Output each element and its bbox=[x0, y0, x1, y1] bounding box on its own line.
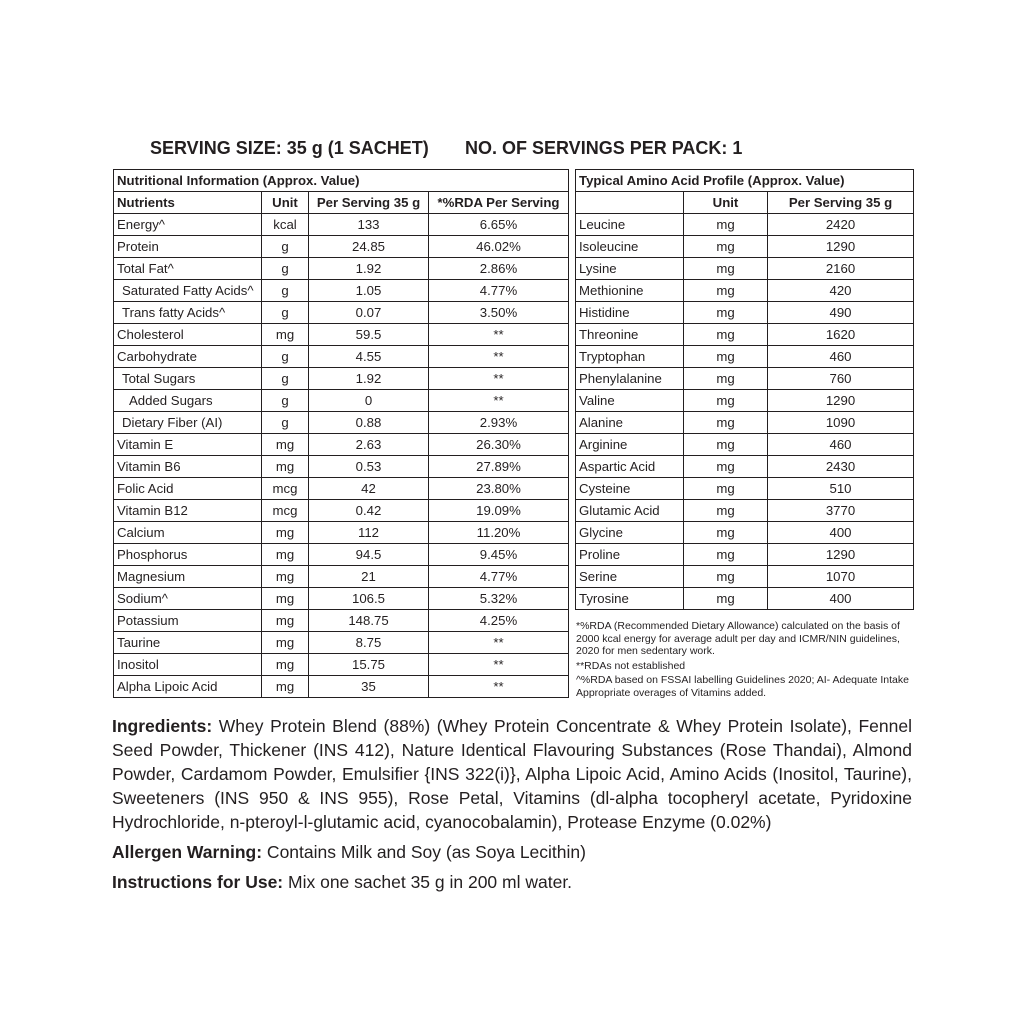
nutrient-rda: 19.09% bbox=[429, 500, 569, 522]
nutrient-unit: mg bbox=[262, 434, 309, 456]
table-row bbox=[114, 324, 569, 346]
table-row bbox=[576, 258, 914, 280]
amino-table-title: Typical Amino Acid Profile (Approx. Value) bbox=[576, 170, 914, 192]
nutrient-unit: mcg bbox=[262, 500, 309, 522]
column-header: Unit bbox=[684, 192, 768, 214]
nutrient-per-serving: 1.92 bbox=[309, 258, 429, 280]
table-row bbox=[114, 368, 569, 390]
amino-acid-name: Methionine bbox=[576, 280, 684, 302]
amino-acid-name: Glycine bbox=[576, 522, 684, 544]
nutrition-table-title: Nutritional Information (Approx. Value) bbox=[114, 170, 569, 192]
amino-acid-name: Aspartic Acid bbox=[576, 456, 684, 478]
nutrient-unit: mg bbox=[262, 324, 309, 346]
nutrient-per-serving: 0.42 bbox=[309, 500, 429, 522]
amino-acid-per-serving: 420 bbox=[768, 280, 914, 302]
table-row bbox=[576, 500, 914, 522]
amino-acid-unit: mg bbox=[684, 544, 768, 566]
nutrient-unit: g bbox=[262, 236, 309, 258]
nutrient-unit: mg bbox=[262, 676, 309, 698]
nutrient-rda: 2.86% bbox=[429, 258, 569, 280]
amino-acid-unit: mg bbox=[684, 346, 768, 368]
nutrient-rda: 4.77% bbox=[429, 566, 569, 588]
ingredients-section bbox=[112, 714, 912, 834]
nutrient-unit: mg bbox=[262, 522, 309, 544]
nutrient-per-serving: 42 bbox=[309, 478, 429, 500]
amino-acid-per-serving: 1090 bbox=[768, 412, 914, 434]
column-header: Nutrients bbox=[114, 192, 262, 214]
nutrient-unit: g bbox=[262, 390, 309, 412]
nutrient-unit: g bbox=[262, 368, 309, 390]
amino-acid-per-serving: 2420 bbox=[768, 214, 914, 236]
nutrient-unit: mcg bbox=[262, 478, 309, 500]
footnotes bbox=[576, 620, 921, 699]
instructions-section bbox=[112, 870, 912, 894]
nutrient-name: Trans fatty Acids^ bbox=[114, 302, 262, 324]
nutrient-rda: 46.02% bbox=[429, 236, 569, 258]
serving-header bbox=[0, 138, 1024, 162]
nutrient-rda: 6.65% bbox=[429, 214, 569, 236]
nutrient-rda: 27.89% bbox=[429, 456, 569, 478]
amino-acid-unit: mg bbox=[684, 412, 768, 434]
nutrient-per-serving: 112 bbox=[309, 522, 429, 544]
column-header: Unit bbox=[262, 192, 309, 214]
amino-acid-name: Serine bbox=[576, 566, 684, 588]
nutrient-unit: mg bbox=[262, 632, 309, 654]
nutrient-unit: mg bbox=[262, 544, 309, 566]
nutrient-name: Sodium^ bbox=[114, 588, 262, 610]
nutrient-per-serving: 148.75 bbox=[309, 610, 429, 632]
nutrient-rda: ** bbox=[429, 632, 569, 654]
table-row bbox=[576, 566, 914, 588]
nutrient-per-serving: 106.5 bbox=[309, 588, 429, 610]
nutrient-name: Taurine bbox=[114, 632, 262, 654]
amino-acid-unit: mg bbox=[684, 522, 768, 544]
nutrient-name: Total Sugars bbox=[114, 368, 262, 390]
nutrient-rda: ** bbox=[429, 324, 569, 346]
amino-table-header-row bbox=[576, 192, 914, 214]
table-row bbox=[114, 588, 569, 610]
nutrient-rda: 23.80% bbox=[429, 478, 569, 500]
amino-acid-unit: mg bbox=[684, 390, 768, 412]
table-row bbox=[114, 654, 569, 676]
amino-acid-name: Lysine bbox=[576, 258, 684, 280]
nutrient-name: Vitamin E bbox=[114, 434, 262, 456]
nutrient-per-serving: 94.5 bbox=[309, 544, 429, 566]
amino-acid-per-serving: 760 bbox=[768, 368, 914, 390]
allergen-label: Allergen Warning: bbox=[112, 842, 263, 862]
amino-acid-per-serving: 510 bbox=[768, 478, 914, 500]
amino-acid-unit: mg bbox=[684, 258, 768, 280]
amino-acid-name: Cysteine bbox=[576, 478, 684, 500]
nutrient-unit: mg bbox=[262, 588, 309, 610]
column-header: Per Serving 35 g bbox=[309, 192, 429, 214]
table-row bbox=[114, 456, 569, 478]
table-row bbox=[576, 346, 914, 368]
nutrient-per-serving: 4.55 bbox=[309, 346, 429, 368]
amino-acid-unit: mg bbox=[684, 368, 768, 390]
nutrient-rda: 4.25% bbox=[429, 610, 569, 632]
amino-acid-per-serving: 1070 bbox=[768, 566, 914, 588]
table-row bbox=[114, 236, 569, 258]
amino-acid-name: Isoleucine bbox=[576, 236, 684, 258]
allergen-text: Contains Milk and Soy (as Soya Lecithin) bbox=[262, 842, 586, 862]
serving-size: SERVING SIZE: 35 g (1 SACHET) bbox=[150, 138, 429, 158]
nutrient-unit: mg bbox=[262, 456, 309, 478]
nutrient-unit: mg bbox=[262, 610, 309, 632]
nutrient-per-serving: 21 bbox=[309, 566, 429, 588]
table-row bbox=[576, 456, 914, 478]
amino-acid-per-serving: 400 bbox=[768, 522, 914, 544]
table-row bbox=[114, 676, 569, 698]
instructions-text: Mix one sachet 35 g in 200 ml water. bbox=[283, 872, 573, 892]
amino-acid-unit: mg bbox=[684, 280, 768, 302]
nutrient-rda: ** bbox=[429, 676, 569, 698]
amino-acid-name: Arginine bbox=[576, 434, 684, 456]
nutrition-table bbox=[113, 169, 569, 698]
nutrient-name: Magnesium bbox=[114, 566, 262, 588]
nutrient-unit: g bbox=[262, 412, 309, 434]
nutrient-per-serving: 0.88 bbox=[309, 412, 429, 434]
overages-note: Appropriate overages of Vitamins added. bbox=[576, 686, 767, 699]
nutrient-name: Inositol bbox=[114, 654, 262, 676]
table-row bbox=[114, 500, 569, 522]
table-row bbox=[576, 478, 914, 500]
column-header bbox=[576, 192, 684, 214]
nutrition-table-title-row bbox=[114, 170, 569, 192]
nutrition-table-header-row bbox=[114, 192, 569, 214]
nutrient-per-serving: 0.53 bbox=[309, 456, 429, 478]
amino-acid-unit: mg bbox=[684, 302, 768, 324]
nutrient-name: Protein bbox=[114, 236, 262, 258]
instructions-label: Instructions for Use: bbox=[112, 872, 284, 892]
nutrient-name: Alpha Lipoic Acid bbox=[114, 676, 262, 698]
amino-acid-per-serving: 460 bbox=[768, 434, 914, 456]
table-row bbox=[114, 434, 569, 456]
table-row bbox=[576, 522, 914, 544]
nutrient-per-serving: 59.5 bbox=[309, 324, 429, 346]
amino-acid-name: Phenylalanine bbox=[576, 368, 684, 390]
nutrient-per-serving: 1.05 bbox=[309, 280, 429, 302]
table-row bbox=[114, 522, 569, 544]
nutrient-name: Calcium bbox=[114, 522, 262, 544]
table-row bbox=[114, 632, 569, 654]
nutrient-name: Carbohydrate bbox=[114, 346, 262, 368]
nutrient-name: Vitamin B6 bbox=[114, 456, 262, 478]
amino-acid-unit: mg bbox=[684, 214, 768, 236]
nutrient-unit: kcal bbox=[262, 214, 309, 236]
nutrient-name: Dietary Fiber (AI) bbox=[114, 412, 262, 434]
table-row bbox=[114, 302, 569, 324]
table-row bbox=[114, 544, 569, 566]
amino-acid-name: Threonine bbox=[576, 324, 684, 346]
column-header: Per Serving 35 g bbox=[768, 192, 914, 214]
nutrient-per-serving: 2.63 bbox=[309, 434, 429, 456]
amino-acid-name: Proline bbox=[576, 544, 684, 566]
nutrient-rda: ** bbox=[429, 390, 569, 412]
nutrient-name: Total Fat^ bbox=[114, 258, 262, 280]
nutrient-name: Energy^ bbox=[114, 214, 262, 236]
amino-acid-per-serving: 3770 bbox=[768, 500, 914, 522]
nutrient-rda: 4.77% bbox=[429, 280, 569, 302]
column-header: *%RDA Per Serving bbox=[429, 192, 569, 214]
nutrient-name: Phosphorus bbox=[114, 544, 262, 566]
nutrient-name: Potassium bbox=[114, 610, 262, 632]
table-row bbox=[576, 390, 914, 412]
table-row bbox=[114, 258, 569, 280]
nutrient-rda: 2.93% bbox=[429, 412, 569, 434]
table-row bbox=[576, 280, 914, 302]
nutrient-rda: 5.32% bbox=[429, 588, 569, 610]
nutrient-per-serving: 1.92 bbox=[309, 368, 429, 390]
table-row bbox=[114, 566, 569, 588]
nutrient-rda: 9.45% bbox=[429, 544, 569, 566]
nutrient-rda: 3.50% bbox=[429, 302, 569, 324]
ingredients-text: Whey Protein Blend (88%) (Whey Protein Concentrate & Whey Protein Isolate), Fennel Seed Powder, Thickener (INS 412), Nature Identical Flavouring Substances (Rose Thandai), Almond Powder, Cardamom Powder, Emulsifier {INS 322(i)}, Alpha Lipoic Acid, Amino Acids (Inositol, Taurine), Sweeteners (INS 950 & INS 955), Rose Petal, Vitamins (dl-alpha tocopheryl acetate, Pyridoxine Hydrochloride, n-pteroyl-l-glutamic acid, cyanocobalamin), Protease Enzyme (0.02%) bbox=[112, 716, 912, 832]
amino-acid-name: Alanine bbox=[576, 412, 684, 434]
nutrient-per-serving: 0 bbox=[309, 390, 429, 412]
amino-acid-per-serving: 460 bbox=[768, 346, 914, 368]
amino-acid-name: Valine bbox=[576, 390, 684, 412]
table-row bbox=[576, 544, 914, 566]
nutrient-unit: g bbox=[262, 258, 309, 280]
amino-acid-name: Tryptophan bbox=[576, 346, 684, 368]
amino-acid-per-serving: 1290 bbox=[768, 544, 914, 566]
servings-per-pack: NO. OF SERVINGS PER PACK: 1 bbox=[465, 138, 743, 158]
amino-acid-unit: mg bbox=[684, 500, 768, 522]
amino-acid-per-serving: 2160 bbox=[768, 258, 914, 280]
amino-acid-per-serving: 2430 bbox=[768, 456, 914, 478]
nutrient-rda: ** bbox=[429, 346, 569, 368]
amino-acid-name: Histidine bbox=[576, 302, 684, 324]
rda-not-established-note: **RDAs not established bbox=[576, 659, 686, 672]
amino-acid-name: Tyrosine bbox=[576, 588, 684, 610]
nutrient-name: Cholesterol bbox=[114, 324, 262, 346]
table-row bbox=[114, 346, 569, 368]
amino-acid-per-serving: 490 bbox=[768, 302, 914, 324]
nutrient-rda: 26.30% bbox=[429, 434, 569, 456]
rda-note: *%RDA (Recommended Dietary Allowance) calculated on the basis of 2000 kcal energy for average adult per day and ICMR/NIN guidelines, 2020 for men sedentary work. bbox=[576, 620, 900, 657]
nutrient-unit: mg bbox=[262, 654, 309, 676]
table-row bbox=[114, 610, 569, 632]
amino-acid-per-serving: 1290 bbox=[768, 390, 914, 412]
nutrient-per-serving: 8.75 bbox=[309, 632, 429, 654]
fssai-note: ^%RDA based on FSSAI labelling Guidelines 2020; AI- Adequate Intake bbox=[576, 674, 909, 686]
table-row bbox=[114, 214, 569, 236]
nutrient-name: Added Sugars bbox=[114, 390, 262, 412]
nutrient-name: Folic Acid bbox=[114, 478, 262, 500]
amino-acid-table bbox=[575, 169, 914, 610]
nutrient-unit: mg bbox=[262, 566, 309, 588]
nutrient-unit: g bbox=[262, 302, 309, 324]
nutrient-unit: g bbox=[262, 280, 309, 302]
nutrient-name: Saturated Fatty Acids^ bbox=[114, 280, 262, 302]
amino-acid-per-serving: 400 bbox=[768, 588, 914, 610]
amino-acid-per-serving: 1620 bbox=[768, 324, 914, 346]
table-row bbox=[114, 412, 569, 434]
nutrient-per-serving: 0.07 bbox=[309, 302, 429, 324]
amino-acid-unit: mg bbox=[684, 456, 768, 478]
amino-acid-unit: mg bbox=[684, 478, 768, 500]
ingredients-label: Ingredients: bbox=[112, 716, 213, 736]
nutrient-rda: ** bbox=[429, 654, 569, 676]
table-row bbox=[576, 368, 914, 390]
nutrient-unit: g bbox=[262, 346, 309, 368]
nutrient-per-serving: 35 bbox=[309, 676, 429, 698]
table-row bbox=[114, 478, 569, 500]
nutrient-rda: 11.20% bbox=[429, 522, 569, 544]
table-row bbox=[576, 236, 914, 258]
nutrient-rda: ** bbox=[429, 368, 569, 390]
amino-acid-unit: mg bbox=[684, 324, 768, 346]
table-row bbox=[576, 588, 914, 610]
table-row bbox=[114, 280, 569, 302]
amino-acid-name: Glutamic Acid bbox=[576, 500, 684, 522]
nutrient-name: Vitamin B12 bbox=[114, 500, 262, 522]
table-row bbox=[576, 214, 914, 236]
table-row bbox=[576, 434, 914, 456]
nutrient-per-serving: 133 bbox=[309, 214, 429, 236]
amino-acid-unit: mg bbox=[684, 236, 768, 258]
allergen-section bbox=[112, 840, 912, 864]
amino-acid-unit: mg bbox=[684, 588, 768, 610]
amino-acid-unit: mg bbox=[684, 566, 768, 588]
table-row bbox=[576, 412, 914, 434]
amino-acid-per-serving: 1290 bbox=[768, 236, 914, 258]
amino-acid-name: Leucine bbox=[576, 214, 684, 236]
nutrient-per-serving: 24.85 bbox=[309, 236, 429, 258]
amino-acid-unit: mg bbox=[684, 434, 768, 456]
table-row bbox=[114, 390, 569, 412]
table-row bbox=[576, 302, 914, 324]
nutrient-per-serving: 15.75 bbox=[309, 654, 429, 676]
table-row bbox=[576, 324, 914, 346]
amino-table-title-row bbox=[576, 170, 914, 192]
